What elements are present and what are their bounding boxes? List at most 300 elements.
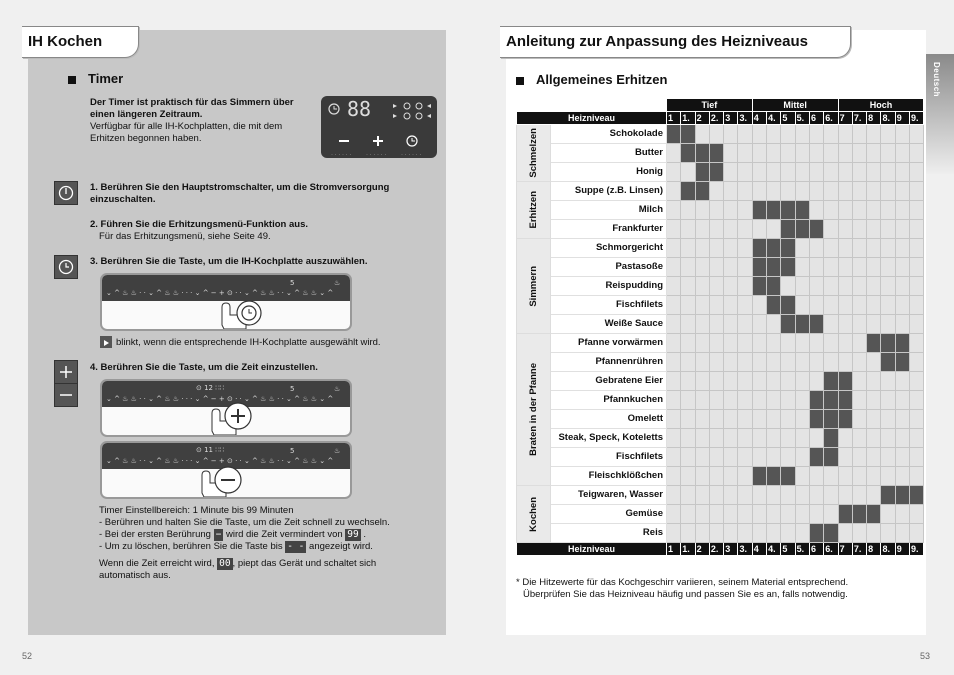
food-row <box>517 353 924 372</box>
level-9: 5 <box>781 543 795 556</box>
heat-cell <box>910 391 924 410</box>
heat-cell <box>838 334 852 353</box>
heat-cell <box>767 524 781 543</box>
heat-cell <box>667 182 681 201</box>
heat-cell <box>667 486 681 505</box>
heat-cell <box>695 220 709 239</box>
category-label: Simmern <box>528 265 539 307</box>
heat-cell <box>681 334 695 353</box>
heat-cell <box>681 201 695 220</box>
heat-cell <box>852 467 866 486</box>
heat-cell <box>681 315 695 334</box>
group-tief: Tief <box>667 99 753 112</box>
step-1: 1. Berühren Sie den Hauptstromschalter, um die Stromversorgung einzuschalten. <box>90 182 390 205</box>
heat-cell-on <box>781 220 795 239</box>
heat-cell <box>781 277 795 296</box>
heat-cell <box>767 125 781 144</box>
heat-cell <box>767 334 781 353</box>
level-5: 3 <box>724 112 738 125</box>
food-name: Fischfilets <box>551 448 667 467</box>
heat-cell <box>838 220 852 239</box>
heat-cell <box>895 296 909 315</box>
heat-cell <box>738 467 752 486</box>
heat-cell <box>667 163 681 182</box>
heat-cell <box>852 429 866 448</box>
level-12: 6. <box>824 543 838 556</box>
heat-cell <box>767 448 781 467</box>
heat-cell <box>695 524 709 543</box>
heat-cell <box>795 182 809 201</box>
food-row <box>517 182 924 201</box>
food-row <box>517 201 924 220</box>
heat-cell <box>667 353 681 372</box>
level-2: 1. <box>681 543 695 556</box>
level-17: 9 <box>895 543 909 556</box>
food-name: Gebratene Eier <box>551 372 667 391</box>
heat-cell <box>795 524 809 543</box>
heat-cell <box>795 410 809 429</box>
food-row <box>517 372 924 391</box>
heat-cell <box>824 277 838 296</box>
heat-cell <box>824 163 838 182</box>
timer-end-text <box>99 558 429 582</box>
display-99-icon: 99 <box>347 529 359 540</box>
heat-cell <box>667 448 681 467</box>
food-row <box>517 239 924 258</box>
heat-cell <box>752 505 766 524</box>
heat-cell <box>910 448 924 467</box>
heat-cell <box>852 372 866 391</box>
level-14: 7. <box>852 112 866 125</box>
heat-cell <box>709 448 723 467</box>
heat-cell <box>895 277 909 296</box>
heat-cell <box>681 220 695 239</box>
heat-cell <box>795 391 809 410</box>
category-label: Kochen <box>528 496 539 532</box>
heat-cell <box>681 429 695 448</box>
heat-cell <box>709 372 723 391</box>
language-side-tab <box>926 54 954 174</box>
food-name: Suppe (z.B. Linsen) <box>551 182 667 201</box>
heat-cell <box>752 334 766 353</box>
heat-cell <box>910 125 924 144</box>
heat-cell <box>738 391 752 410</box>
heat-cell <box>910 182 924 201</box>
heat-cell <box>781 429 795 448</box>
timer-display-illustration <box>321 96 437 158</box>
heat-cell <box>681 410 695 429</box>
heat-cell-on <box>767 277 781 296</box>
heat-cell <box>724 448 738 467</box>
heat-cell <box>809 353 823 372</box>
heat-cell <box>752 296 766 315</box>
heat-cell <box>709 125 723 144</box>
heat-cell <box>781 125 795 144</box>
heat-cell <box>667 410 681 429</box>
heat-cell-on <box>752 467 766 486</box>
heat-cell-on <box>795 220 809 239</box>
svg-text:· · · · · ·: · · · · · · <box>331 152 352 158</box>
heat-cell <box>795 505 809 524</box>
heat-cell-on <box>867 334 881 353</box>
heat-cell <box>781 391 795 410</box>
heat-cell-on <box>781 296 795 315</box>
heat-cell <box>867 410 881 429</box>
language-side-tab-text: Deutsch <box>932 62 941 98</box>
heat-cell <box>852 201 866 220</box>
heat-cell <box>795 277 809 296</box>
heat-cell <box>724 258 738 277</box>
heat-cell <box>795 467 809 486</box>
food-row <box>517 334 924 353</box>
bullet-clear-a: - Um zu löschen, berühren Sie die Taste bis <box>99 541 283 552</box>
food-name: Pfannenrühren <box>551 353 667 372</box>
heat-cell <box>752 353 766 372</box>
heat-cell <box>752 163 766 182</box>
heat-cell <box>881 391 895 410</box>
heat-cell <box>852 353 866 372</box>
svg-text:♨: ♨ <box>334 447 341 455</box>
display-dashes-icon: - - <box>287 541 305 552</box>
heat-cell <box>809 125 823 144</box>
heat-cell-on <box>838 505 852 524</box>
heat-cell <box>852 334 866 353</box>
heat-cell <box>667 429 681 448</box>
general-heating-heading-text: Allgemeines Erhitzen <box>536 72 668 87</box>
food-name: Butter <box>551 144 667 163</box>
heat-cell <box>867 220 881 239</box>
heat-cell <box>724 144 738 163</box>
heat-cell <box>795 448 809 467</box>
heat-cell-on <box>881 353 895 372</box>
heat-cell-on <box>824 429 838 448</box>
heat-cell <box>881 467 895 486</box>
heat-cell <box>781 372 795 391</box>
bullet-first-touch-b: wird die Zeit vermindert von <box>225 529 343 540</box>
heat-cell <box>667 524 681 543</box>
group-hoch: Hoch <box>838 99 924 112</box>
heat-cell <box>910 334 924 353</box>
heat-cell <box>724 163 738 182</box>
heat-cell <box>724 467 738 486</box>
food-row <box>517 391 924 410</box>
food-name: Schokolade <box>551 125 667 144</box>
heat-cell-on <box>695 163 709 182</box>
heat-cell <box>867 372 881 391</box>
heat-cell <box>752 315 766 334</box>
heat-cell <box>695 315 709 334</box>
step-3-note: blinkt, wenn die entsprechende IH-Kochplatte ausgewählt wird. <box>116 337 381 348</box>
heat-cell <box>881 239 895 258</box>
heat-cell <box>695 277 709 296</box>
heat-cell <box>767 505 781 524</box>
heat-cell <box>910 505 924 524</box>
heat-cell <box>824 239 838 258</box>
heat-cell <box>910 372 924 391</box>
heat-cell <box>824 182 838 201</box>
heat-cell <box>767 315 781 334</box>
heat-cell-on <box>809 524 823 543</box>
heat-cell-on <box>795 201 809 220</box>
food-name: Milch <box>551 201 667 220</box>
heat-cell <box>724 296 738 315</box>
heat-cell-on <box>781 315 795 334</box>
heat-cell <box>781 505 795 524</box>
heat-cell <box>695 372 709 391</box>
food-name: Reispudding <box>551 277 667 296</box>
heat-cell <box>809 144 823 163</box>
heat-cell <box>695 448 709 467</box>
heat-level-table <box>516 98 924 556</box>
heat-cell <box>752 448 766 467</box>
level-1: 1 <box>667 543 681 556</box>
heat-cell <box>838 125 852 144</box>
heat-cell-on <box>695 182 709 201</box>
bullet-first-touch-a: - Bei der ersten Berührung <box>99 529 211 540</box>
finger-touch-clock-icon <box>202 285 272 329</box>
svg-text:♨: ♨ <box>334 385 341 393</box>
heat-cell <box>809 505 823 524</box>
heat-cell-on <box>695 144 709 163</box>
heat-cell <box>752 486 766 505</box>
heat-cell <box>667 258 681 277</box>
heat-cell <box>867 353 881 372</box>
heat-cell <box>709 182 723 201</box>
svg-text:88: 88 <box>347 97 372 121</box>
heat-cell-on <box>838 372 852 391</box>
heat-cell <box>738 410 752 429</box>
heat-cell <box>881 277 895 296</box>
level-13: 7 <box>838 543 852 556</box>
heat-cell <box>910 163 924 182</box>
heat-cell <box>752 429 766 448</box>
heat-cell <box>824 201 838 220</box>
heat-cell-on <box>781 258 795 277</box>
food-row <box>517 277 924 296</box>
svg-text:⊙ 12 ∷∷: ⊙ 12 ∷∷ <box>196 384 225 392</box>
svg-text:♨: ♨ <box>334 279 341 287</box>
heat-cell <box>838 315 852 334</box>
food-name: Pfanne vorwärmen <box>551 334 667 353</box>
heat-cell <box>695 391 709 410</box>
food-name: Pfannkuchen <box>551 391 667 410</box>
heat-cell <box>809 201 823 220</box>
food-row <box>517 163 924 182</box>
svg-text:5: 5 <box>290 279 295 287</box>
heat-cell <box>695 296 709 315</box>
heat-cell <box>910 467 924 486</box>
bullet-first-touch <box>99 529 429 541</box>
heat-cell <box>695 486 709 505</box>
heat-cell-on <box>767 239 781 258</box>
heat-cell <box>881 372 895 391</box>
heat-cell-on <box>781 201 795 220</box>
heat-cell <box>667 467 681 486</box>
level-15: 8 <box>867 112 881 125</box>
heat-cell <box>724 334 738 353</box>
food-name: Honig <box>551 163 667 182</box>
display-00-icon: 00 <box>219 558 231 569</box>
group-header-row <box>517 99 924 112</box>
heat-cell <box>852 258 866 277</box>
heat-cell <box>910 315 924 334</box>
level-16: 8. <box>881 112 895 125</box>
heat-cell <box>852 296 866 315</box>
level-header-row-bottom <box>517 543 924 556</box>
heat-cell <box>910 220 924 239</box>
heat-cell <box>781 410 795 429</box>
heat-cell-on <box>767 296 781 315</box>
group-header-blank <box>517 99 667 112</box>
heat-cell <box>895 239 909 258</box>
heat-cell <box>809 429 823 448</box>
heat-cell <box>738 315 752 334</box>
food-row <box>517 429 924 448</box>
heat-cell <box>709 410 723 429</box>
heat-cell <box>867 277 881 296</box>
heat-cell <box>895 315 909 334</box>
category-5 <box>517 486 551 543</box>
heat-cell-on <box>767 258 781 277</box>
heat-cell <box>767 372 781 391</box>
heat-cell <box>852 277 866 296</box>
svg-text:⌄ ^ ♨ ♨ · · ⌄ ^ ♨ ♨ · · · ⌄ ^: ⌄ ^ ♨ ♨ · · ⌄ ^ ♨ ♨ · · · ⌄ ^ − + ⊙ · · ⌄ ^ ♨ ♨ · · ⌄ ^ ♨ ♨ ⌄ ^ <box>106 395 334 403</box>
heat-cell <box>738 296 752 315</box>
heat-cell <box>852 448 866 467</box>
food-row <box>517 486 924 505</box>
left-page-number: 52 <box>22 651 33 661</box>
heat-cell <box>838 448 852 467</box>
heat-cell <box>795 239 809 258</box>
level-7: 4 <box>752 543 766 556</box>
heat-cell <box>881 410 895 429</box>
svg-text:⌄ ^ ♨ ♨ · · ⌄ ^ ♨ ♨ · · · ⌄ ^: ⌄ ^ ♨ ♨ · · ⌄ ^ ♨ ♨ · · · ⌄ ^ − + ⊙ · · ⌄ ^ ♨ ♨ · · ⌄ ^ ♨ ♨ ⌄ ^ <box>106 289 334 297</box>
heat-cell <box>738 429 752 448</box>
heat-cell <box>781 182 795 201</box>
heat-cell <box>895 524 909 543</box>
heat-cell <box>867 258 881 277</box>
heat-cell <box>681 372 695 391</box>
heat-cell <box>709 239 723 258</box>
level-10: 5. <box>795 112 809 125</box>
heat-cell <box>709 429 723 448</box>
heat-cell <box>809 163 823 182</box>
footnote-2: Überprüfen Sie das Heizniveau häufig und passen Sie es an, falls notwendig. <box>523 589 848 600</box>
level-14: 7. <box>852 543 866 556</box>
heat-cell-on <box>752 239 766 258</box>
heat-cell <box>867 239 881 258</box>
heat-cell <box>838 486 852 505</box>
heat-cell <box>752 220 766 239</box>
heat-cell <box>867 429 881 448</box>
plus-icon <box>54 360 78 384</box>
heat-cell <box>809 239 823 258</box>
heat-cell <box>867 467 881 486</box>
food-name: Omelett <box>551 410 667 429</box>
heat-cell <box>852 524 866 543</box>
heat-cell-on <box>809 410 823 429</box>
level-3: 2 <box>695 112 709 125</box>
heat-cell <box>681 505 695 524</box>
heat-cell <box>795 163 809 182</box>
heat-cell <box>910 201 924 220</box>
heat-cell-on <box>752 201 766 220</box>
food-row <box>517 524 924 543</box>
heat-cell <box>681 163 695 182</box>
heat-cell <box>667 201 681 220</box>
heat-cell <box>881 163 895 182</box>
heat-cell-on <box>881 334 895 353</box>
heat-cell <box>809 296 823 315</box>
heat-cell-on <box>824 448 838 467</box>
food-name: Frankfurter <box>551 220 667 239</box>
heat-cell <box>852 410 866 429</box>
heat-cell <box>695 239 709 258</box>
food-row <box>517 467 924 486</box>
heat-cell <box>738 163 752 182</box>
heat-cell <box>881 258 895 277</box>
heat-cell <box>738 372 752 391</box>
control-panel-select-illustration <box>100 273 352 331</box>
level-11: 6 <box>809 543 823 556</box>
heat-cell-on <box>709 163 723 182</box>
heat-cell <box>867 486 881 505</box>
heat-cell <box>667 372 681 391</box>
heat-cell <box>724 391 738 410</box>
heat-cell <box>709 391 723 410</box>
heat-cell <box>852 315 866 334</box>
food-row <box>517 448 924 467</box>
heat-cell <box>838 429 852 448</box>
svg-text:· · · · · ·: · · · · · · <box>401 152 422 158</box>
heat-cell <box>895 182 909 201</box>
heat-cell-on <box>752 277 766 296</box>
heat-cell-on <box>781 239 795 258</box>
heat-cell <box>667 391 681 410</box>
svg-text:⊙ 11 ∷∷: ⊙ 11 ∷∷ <box>196 446 225 454</box>
heat-cell <box>881 144 895 163</box>
heat-cell <box>852 220 866 239</box>
heat-cell <box>852 163 866 182</box>
left-page-title: IH Kochen <box>28 33 103 50</box>
level-6: 3. <box>738 112 752 125</box>
heat-cell-on <box>824 372 838 391</box>
food-name: Steak, Speck, Koteletts <box>551 429 667 448</box>
heat-cell <box>681 277 695 296</box>
svg-text:5: 5 <box>290 385 295 393</box>
heat-cell <box>881 315 895 334</box>
heat-cell <box>709 277 723 296</box>
category-1 <box>517 125 551 182</box>
heat-cell <box>895 391 909 410</box>
heat-cell <box>695 353 709 372</box>
heat-cell <box>752 524 766 543</box>
heat-cell <box>910 353 924 372</box>
heat-cell <box>781 353 795 372</box>
heat-cell <box>895 410 909 429</box>
category-2 <box>517 182 551 239</box>
control-panel-plus-illustration <box>100 379 352 437</box>
finger-touch-plus-icon <box>202 391 272 435</box>
level-12: 6. <box>824 112 838 125</box>
level-1: 1 <box>667 112 681 125</box>
right-header <box>500 26 851 58</box>
heat-cell-on <box>681 182 695 201</box>
heat-cell-on <box>852 505 866 524</box>
heat-cell <box>709 524 723 543</box>
level-5: 3 <box>724 543 738 556</box>
heat-cell <box>681 448 695 467</box>
